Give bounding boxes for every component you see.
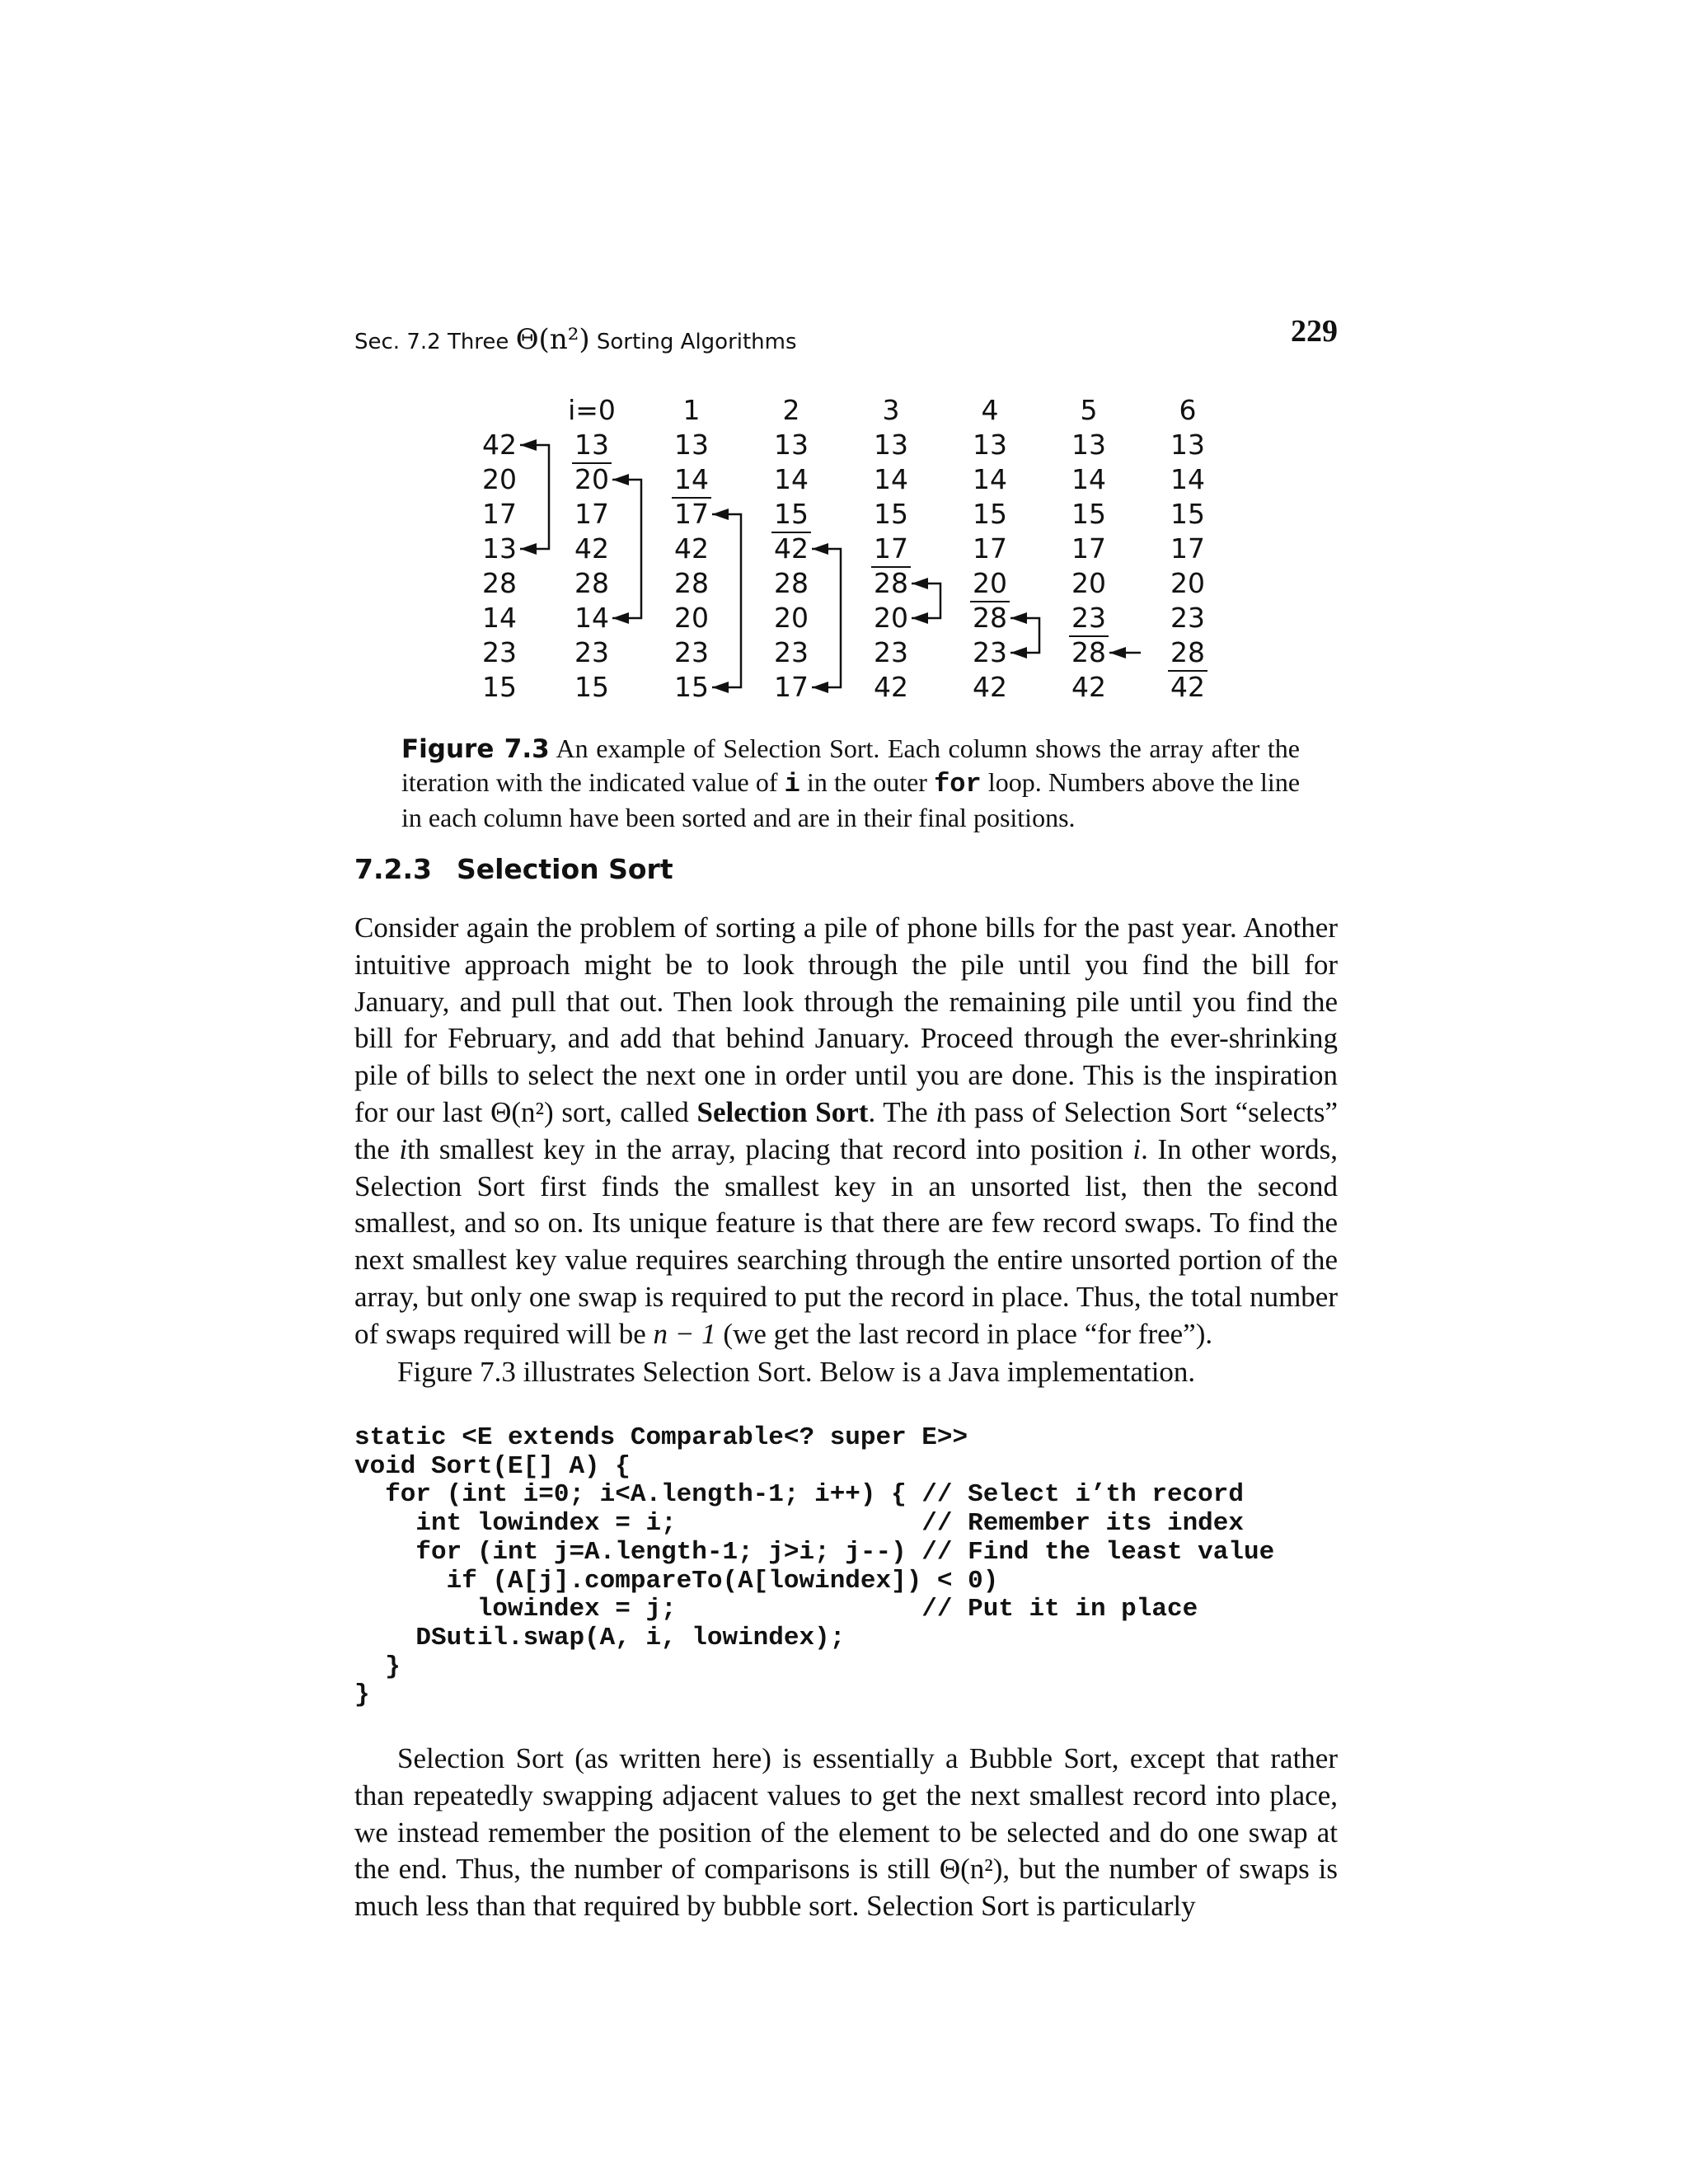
code-line: for (int i=0; i<A.length-1; i++) { // Select i’th record bbox=[385, 1480, 1244, 1510]
array-value: 13 bbox=[1071, 429, 1106, 461]
array-value: 23 bbox=[674, 636, 709, 668]
array-value: 28 bbox=[674, 567, 709, 599]
caption-code-i: i bbox=[784, 769, 800, 799]
body-paragraph bbox=[354, 1741, 1338, 1925]
selection-sort-diagram bbox=[462, 383, 1236, 713]
array-value: 14 bbox=[973, 463, 1007, 495]
array-value: 28 bbox=[973, 602, 1007, 634]
swap-arrowhead bbox=[912, 578, 928, 589]
swap-connector bbox=[1010, 618, 1039, 653]
paragraph-text: , but the number of swaps is much less than that required by bubble sort. Selection Sort is particularly bbox=[354, 1853, 1338, 1923]
array-value: 15 bbox=[774, 498, 809, 530]
swap-arrowhead bbox=[1109, 647, 1126, 658]
page-header bbox=[354, 313, 1338, 363]
running-head-math: Θ(n²) bbox=[515, 323, 590, 356]
column-label: 5 bbox=[1080, 394, 1098, 426]
array-value: 15 bbox=[674, 671, 709, 703]
swap-arrowhead bbox=[812, 682, 828, 693]
array-value: 14 bbox=[1071, 463, 1106, 495]
caption-text: loop. Numbers above the line in each column have been sorted and are in their final positions. bbox=[401, 767, 1301, 832]
array-value: 15 bbox=[574, 671, 609, 703]
array-value: 17 bbox=[1071, 532, 1106, 565]
column-label: 6 bbox=[1179, 394, 1197, 426]
code-line: lowindex = j; // Put it in place bbox=[476, 1595, 1198, 1624]
array-value: 17 bbox=[674, 498, 709, 530]
math-theta-n2: Θ(n²) bbox=[939, 1853, 1003, 1886]
caption-code-for: for bbox=[934, 769, 982, 799]
array-value: 15 bbox=[874, 498, 908, 530]
page-number: 229 bbox=[1291, 314, 1338, 349]
swap-arrowhead bbox=[712, 682, 729, 693]
array-value: 17 bbox=[574, 498, 609, 530]
array-value: 20 bbox=[973, 567, 1007, 599]
column-label: 4 bbox=[981, 394, 999, 426]
paragraph-text: (we get the last record in place “for free”). bbox=[715, 1317, 1213, 1350]
array-value: 14 bbox=[874, 463, 908, 495]
swap-arrowhead bbox=[1010, 612, 1027, 624]
swap-arrowhead bbox=[812, 543, 828, 555]
array-value: 14 bbox=[574, 602, 609, 634]
array-value: 13 bbox=[1170, 429, 1205, 461]
term-selection-sort: Selection Sort bbox=[696, 1095, 869, 1128]
paragraph-text: th smallest key in the array, placing that record into position bbox=[407, 1132, 1133, 1165]
swap-connector bbox=[712, 514, 741, 687]
body-paragraph bbox=[354, 910, 1338, 1353]
swap-connector bbox=[812, 549, 841, 687]
array-value: 15 bbox=[1170, 498, 1205, 530]
array-value: 23 bbox=[973, 636, 1007, 668]
code-line: } bbox=[354, 1680, 370, 1710]
array-value: 23 bbox=[774, 636, 809, 668]
array-value: 42 bbox=[1170, 671, 1205, 703]
figure-selection-sort bbox=[462, 383, 1236, 713]
swap-connector bbox=[612, 480, 641, 618]
array-value: 15 bbox=[1071, 498, 1106, 530]
body-paragraph: Figure 7.3 illustrates Selection Sort. Below is a Java implementation. bbox=[397, 1356, 1196, 1388]
array-value: 23 bbox=[574, 636, 609, 668]
code-line: for (int j=A.length-1; j>i; j--) // Find the least value bbox=[415, 1537, 1275, 1567]
paragraph-text: sort, called bbox=[553, 1095, 697, 1128]
array-value: 20 bbox=[574, 463, 609, 495]
column-label: 1 bbox=[682, 394, 701, 426]
swap-arrowhead bbox=[1010, 647, 1027, 658]
running-head-pre: Sec. 7.2 Three bbox=[354, 330, 516, 354]
paragraph-text: Selection Sort (as written here) is essentially a Bubble Sort, except that rather than repeatedly swapping adjacent values to get the next smallest record into place, we instead remember the position of the element to be selected and do one swap at the end. Thus, the number of comparisons is still bbox=[354, 1742, 1338, 1886]
swap-arrowhead bbox=[912, 612, 928, 624]
code-line: void Sort(E[] A) { bbox=[354, 1451, 631, 1481]
math-n-minus-1: n − 1 bbox=[653, 1317, 716, 1350]
array-value: 20 bbox=[482, 463, 517, 495]
array-value: 17 bbox=[482, 498, 517, 530]
array-value: 14 bbox=[482, 602, 517, 634]
array-value: 42 bbox=[574, 532, 609, 565]
paragraph-text: Consider again the problem of sorting a pile of phone bills for the past year. Another intuitive approach might be to look through the pile until you find the bill for January, and pull that out. Then look through the remaining pile until you find the bill for February, and add that behind January. Proceed through the ever-shrinking pile of bills to select the next one in order until you are done. This is the inspiration for our last bbox=[354, 912, 1338, 1128]
array-value: 20 bbox=[874, 602, 908, 634]
math-theta-n2: Θ(n²) bbox=[490, 1095, 554, 1128]
array-value: 42 bbox=[874, 671, 908, 703]
array-value: 28 bbox=[874, 567, 908, 599]
array-value: 17 bbox=[973, 532, 1007, 565]
array-value: 15 bbox=[482, 671, 517, 703]
array-value: 42 bbox=[1071, 671, 1106, 703]
array-value: 23 bbox=[482, 636, 517, 668]
array-value: 13 bbox=[482, 532, 517, 565]
array-value: 20 bbox=[674, 602, 709, 634]
swap-connector bbox=[520, 445, 549, 549]
array-value: 28 bbox=[1170, 636, 1205, 668]
caption-text: in the outer bbox=[799, 767, 935, 797]
math-i: i bbox=[1132, 1132, 1142, 1165]
math-i: i bbox=[935, 1095, 945, 1128]
array-value: 17 bbox=[774, 671, 809, 703]
code-line: DSutil.swap(A, i, lowindex); bbox=[415, 1623, 846, 1652]
array-value: 23 bbox=[1170, 602, 1205, 634]
array-value: 20 bbox=[1170, 567, 1205, 599]
code-line: int lowindex = i; // Remember its index bbox=[415, 1509, 1244, 1539]
array-value: 42 bbox=[482, 429, 517, 461]
array-value: 17 bbox=[1170, 532, 1205, 565]
running-head-post: Sorting Algorithms bbox=[589, 330, 797, 354]
swap-arrowhead bbox=[612, 474, 629, 485]
caption-label: Figure 7.3 bbox=[401, 734, 550, 764]
array-value: 28 bbox=[774, 567, 809, 599]
array-value: 13 bbox=[874, 429, 908, 461]
figure-caption bbox=[401, 732, 1300, 834]
array-value: 13 bbox=[973, 429, 1007, 461]
code-listing bbox=[354, 1424, 1274, 1710]
code-line: if (A[j].compareTo(A[lowindex]) < 0) bbox=[446, 1566, 999, 1596]
code-line: static <E extends Comparable<? super E>> bbox=[354, 1423, 968, 1452]
section-number: 7.2.3 bbox=[354, 853, 432, 885]
paragraph-text: . In other words, Selection Sort first finds the smallest key in an unsorted list, then the second smallest, and so on. Its unique feature is that there are few record swaps. To find the next smallest key value requires searching through the entire unsorted portion of the array, but only one swap is required to put the record in place. Thus, the total number of swaps required will be bbox=[354, 1132, 1338, 1350]
column-label: i=0 bbox=[568, 394, 616, 426]
array-value: 28 bbox=[574, 567, 609, 599]
array-value: 13 bbox=[674, 429, 709, 461]
array-value: 42 bbox=[674, 532, 709, 565]
paragraph-text: . The bbox=[868, 1095, 936, 1128]
array-value: 13 bbox=[574, 429, 609, 461]
running-head bbox=[354, 323, 797, 356]
array-value: 20 bbox=[1071, 567, 1106, 599]
column-label: 3 bbox=[882, 394, 900, 426]
swap-arrowhead bbox=[712, 509, 729, 520]
array-value: 23 bbox=[874, 636, 908, 668]
array-value: 17 bbox=[874, 532, 908, 565]
array-value: 14 bbox=[774, 463, 809, 495]
array-value: 20 bbox=[774, 602, 809, 634]
swap-arrowhead bbox=[612, 612, 629, 624]
swap-arrowhead bbox=[520, 543, 537, 555]
paragraph-text: th pass of Selection Sort “selects” the bbox=[354, 1095, 1338, 1165]
array-value: 14 bbox=[674, 463, 709, 495]
section-heading bbox=[354, 853, 673, 885]
swap-arrowhead bbox=[520, 439, 537, 451]
section-title: Selection Sort bbox=[456, 853, 673, 885]
array-value: 42 bbox=[774, 532, 809, 565]
caption-text: An example of Selection Sort. Each column shows the array after the iteration with the indicated value of bbox=[401, 733, 1300, 797]
swap-connector bbox=[912, 583, 940, 618]
array-value: 13 bbox=[774, 429, 809, 461]
array-value: 15 bbox=[973, 498, 1007, 530]
array-value: 28 bbox=[482, 567, 517, 599]
array-value: 14 bbox=[1170, 463, 1205, 495]
column-label: 2 bbox=[782, 394, 800, 426]
math-i: i bbox=[399, 1132, 408, 1165]
array-value: 28 bbox=[1071, 636, 1106, 668]
code-line: } bbox=[385, 1652, 401, 1681]
array-value: 42 bbox=[973, 671, 1007, 703]
array-value: 23 bbox=[1071, 602, 1106, 634]
